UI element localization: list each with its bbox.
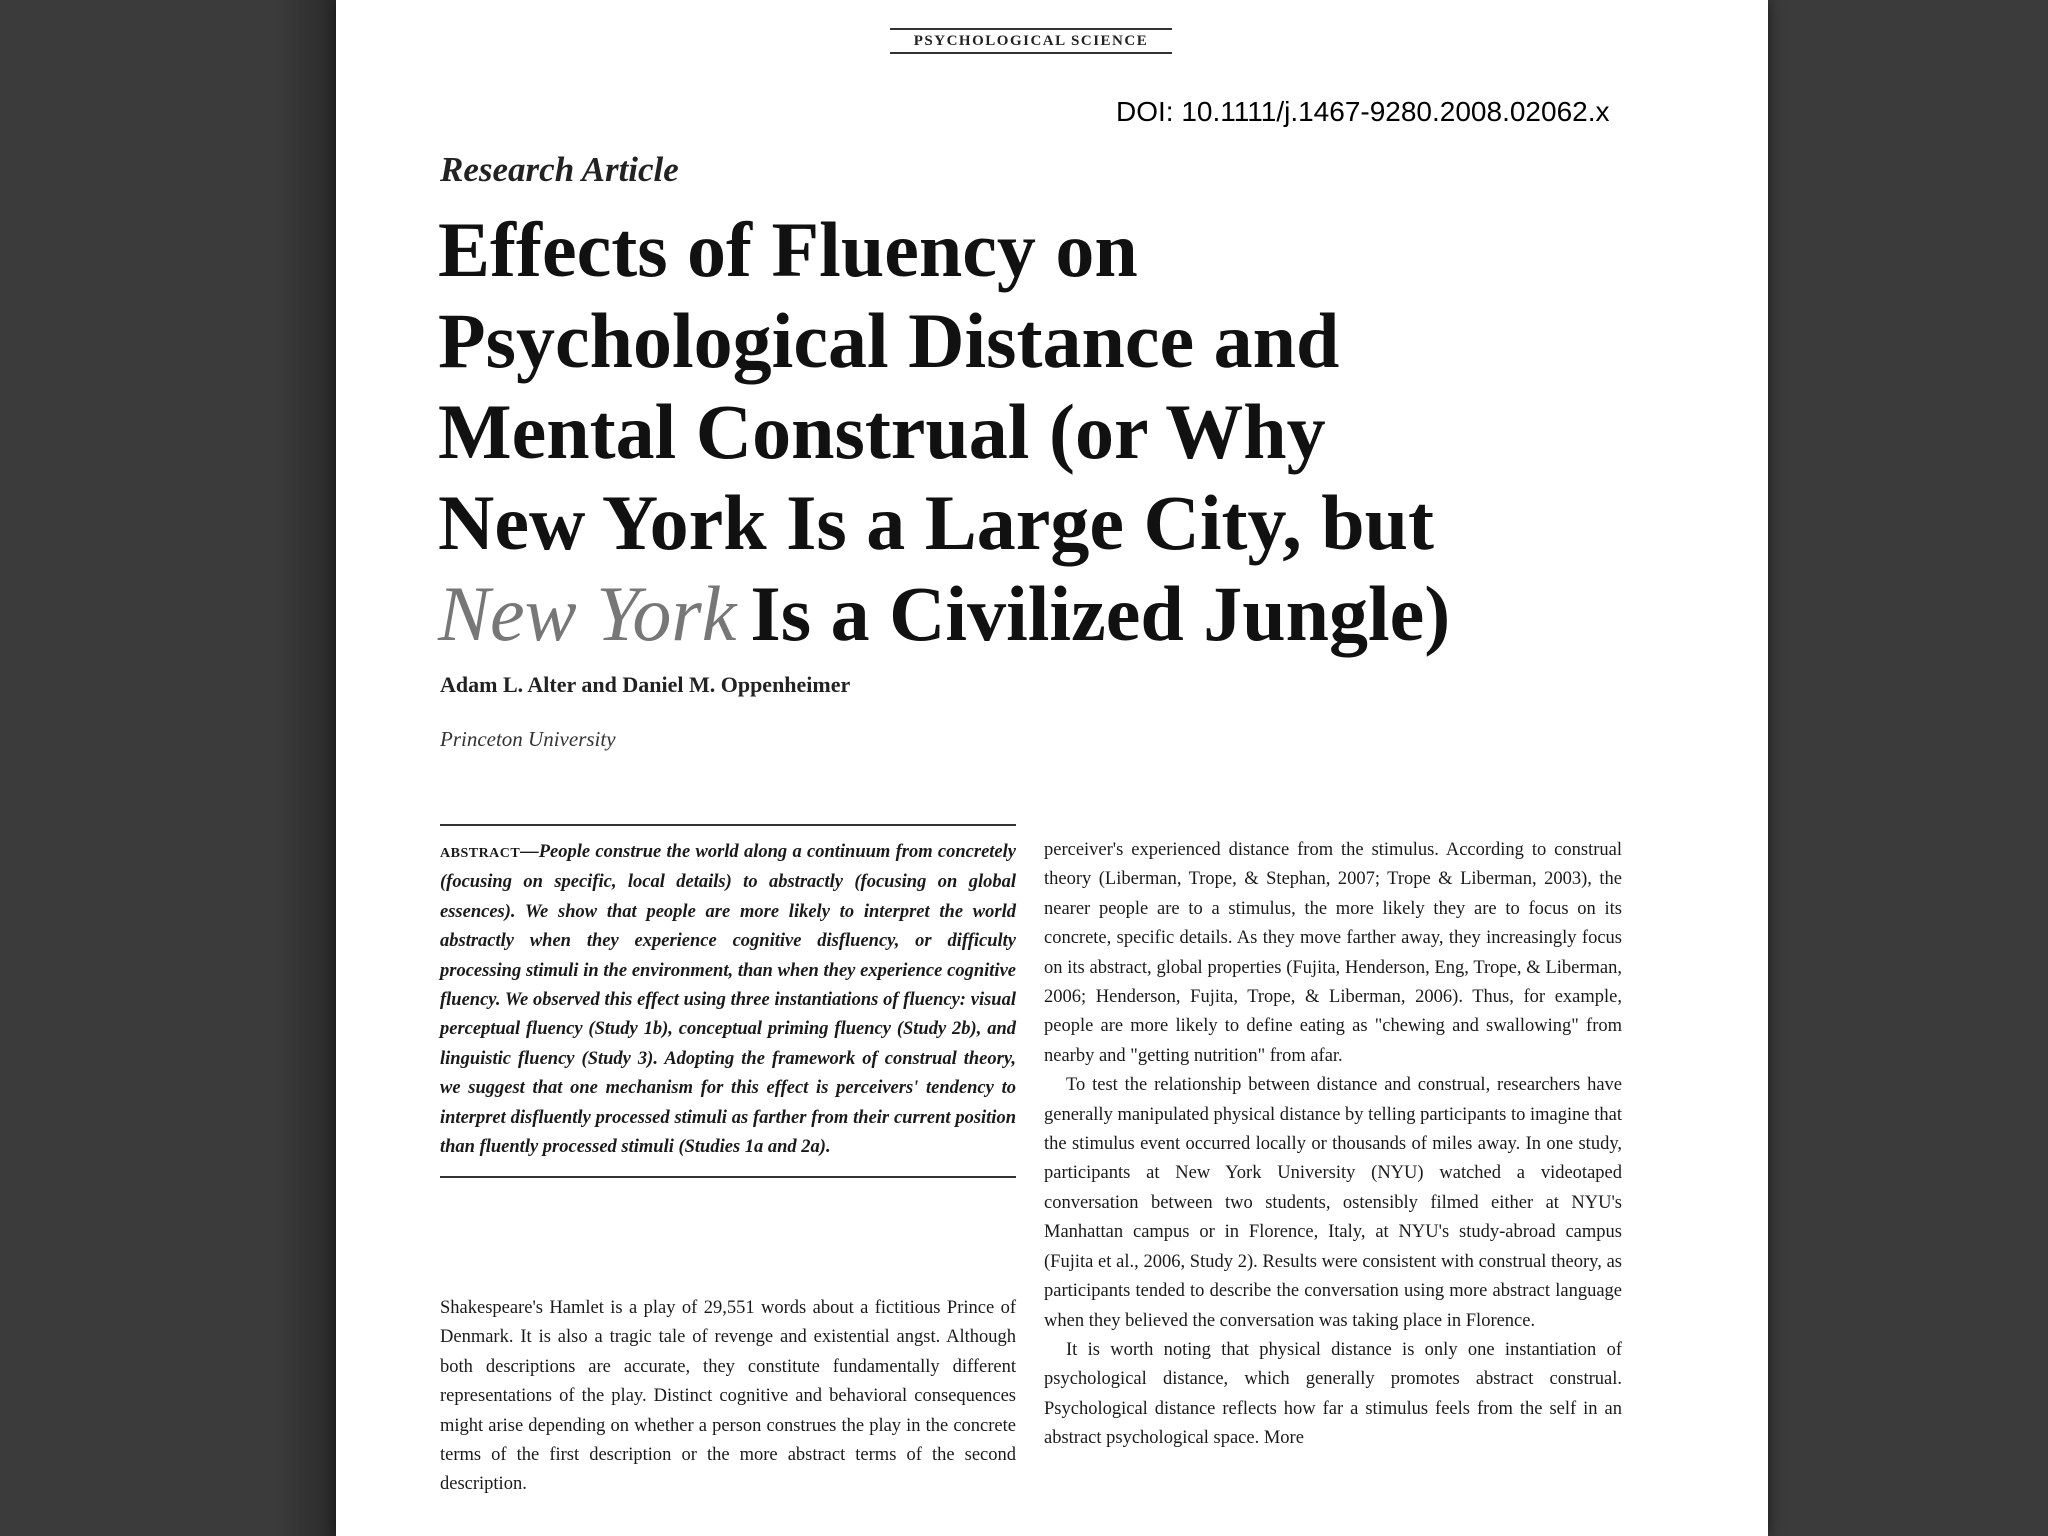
title-line-3: Mental Construal (or Why — [438, 388, 1326, 475]
article-type: Research Article — [440, 150, 679, 189]
abstract-label: ABSTRACT — [440, 846, 521, 861]
body-paragraph: perceiver's experienced distance from the stimulus. According to construal theory (Liberman, Trope, & Stephan, 2007; Trope & Liberman, 2003), the nearer people are to a stimulus, the more likely they are to focus on its concrete, specific details. As they move farther away, they increasingly focus on its abstract, global properties (Fujita, Henderson, Eng, Trope, & Liberman, 2006; Henderson, Fujita, Trope, & Liberman, 2006). Thus, for example, people are more likely to define eating as "chewing and swallowing" from nearby and "getting nutrition" from afar. — [1044, 840, 1622, 1066]
affiliation: Princeton University — [440, 727, 616, 751]
title-line-4: New York Is a Large City, but — [438, 479, 1434, 566]
body-paragraph-left: Shakespeare's Hamlet is a play of 29,551 words about a fictitious Prince of Denmark. It is also a tragic tale of revenge and existential angst. Although both descriptions are accurate, they constitute fundamentally different representations of the play. Distinct cognitive and behavioral consequences might arise depending on whether a person construes the play in the concrete terms of the first description or the more abstract terms of the second description. — [440, 1298, 1016, 1495]
abstract-text: —People construe the world along a continuum from concretely (focusing on specific, local details) to abstractly (focusing on global essences). We show that people are more likely to interpret the world abstractly when they experience cognitive disfluency, or difficulty processing stimuli in the environment, than when they experience cognitive fluency. We observed this effect using three instantiations of fluency: visual perceptual fluency (Study 1b), conceptual priming fluency (Study 2b), and linguistic fluency (Study 3). Adopting the framework of construal theory, we suggest that one mechanism for this effect is perceivers' tendency to interpret disfluently processed stimuli as farther from their current position than fluently processed stimuli (Studies 1a and 2a). — [440, 842, 1016, 1158]
body-paragraph: To test the relationship between distance and construal, researchers have generally manipulated physical distance by telling participants to imagine that the stimulus event occurred locally or thousands of miles away. In one study, participants at New York University (NYU) watched a videotaped conversation between two students, ostensibly filmed either at NYU's Manhattan campus or in Florence, Italy, at NYU's study-abroad campus (Fujita et al., 2006, Study 2). Results were consistent with construal theory, as participants tended to describe the conversation using more abstract language when they believed the conversation was taking place in Florence. — [1044, 1075, 1622, 1331]
abstract — [440, 824, 1016, 1178]
authors: Adam L. Alter and Daniel M. Oppenheimer — [440, 672, 851, 697]
title-line-2: Psychological Distance and — [438, 297, 1340, 384]
title-line-5: Is a Civilized Jungle) — [750, 570, 1451, 657]
title-line-1: Effects of Fluency on — [438, 206, 1138, 293]
body-paragraph: It is worth noting that physical distance is only one instantiation of psychological distance, which generally promotes abstract construal. Psychological distance reflects how far a stimulus feels from the self in an abstract psychological space. More — [1044, 1339, 1622, 1449]
doi-label: DOI: 10.1111/j.1467-9280.2008.02062.x — [1116, 96, 1610, 127]
right-column — [1044, 836, 1622, 1454]
article-title — [438, 204, 1658, 659]
journal-name: PSYCHOLOGICAL SCIENCE — [890, 28, 1172, 54]
viewer-background-left — [0, 0, 338, 1536]
title-italic-phrase: New York — [438, 570, 737, 657]
document-page — [336, 0, 1768, 1536]
